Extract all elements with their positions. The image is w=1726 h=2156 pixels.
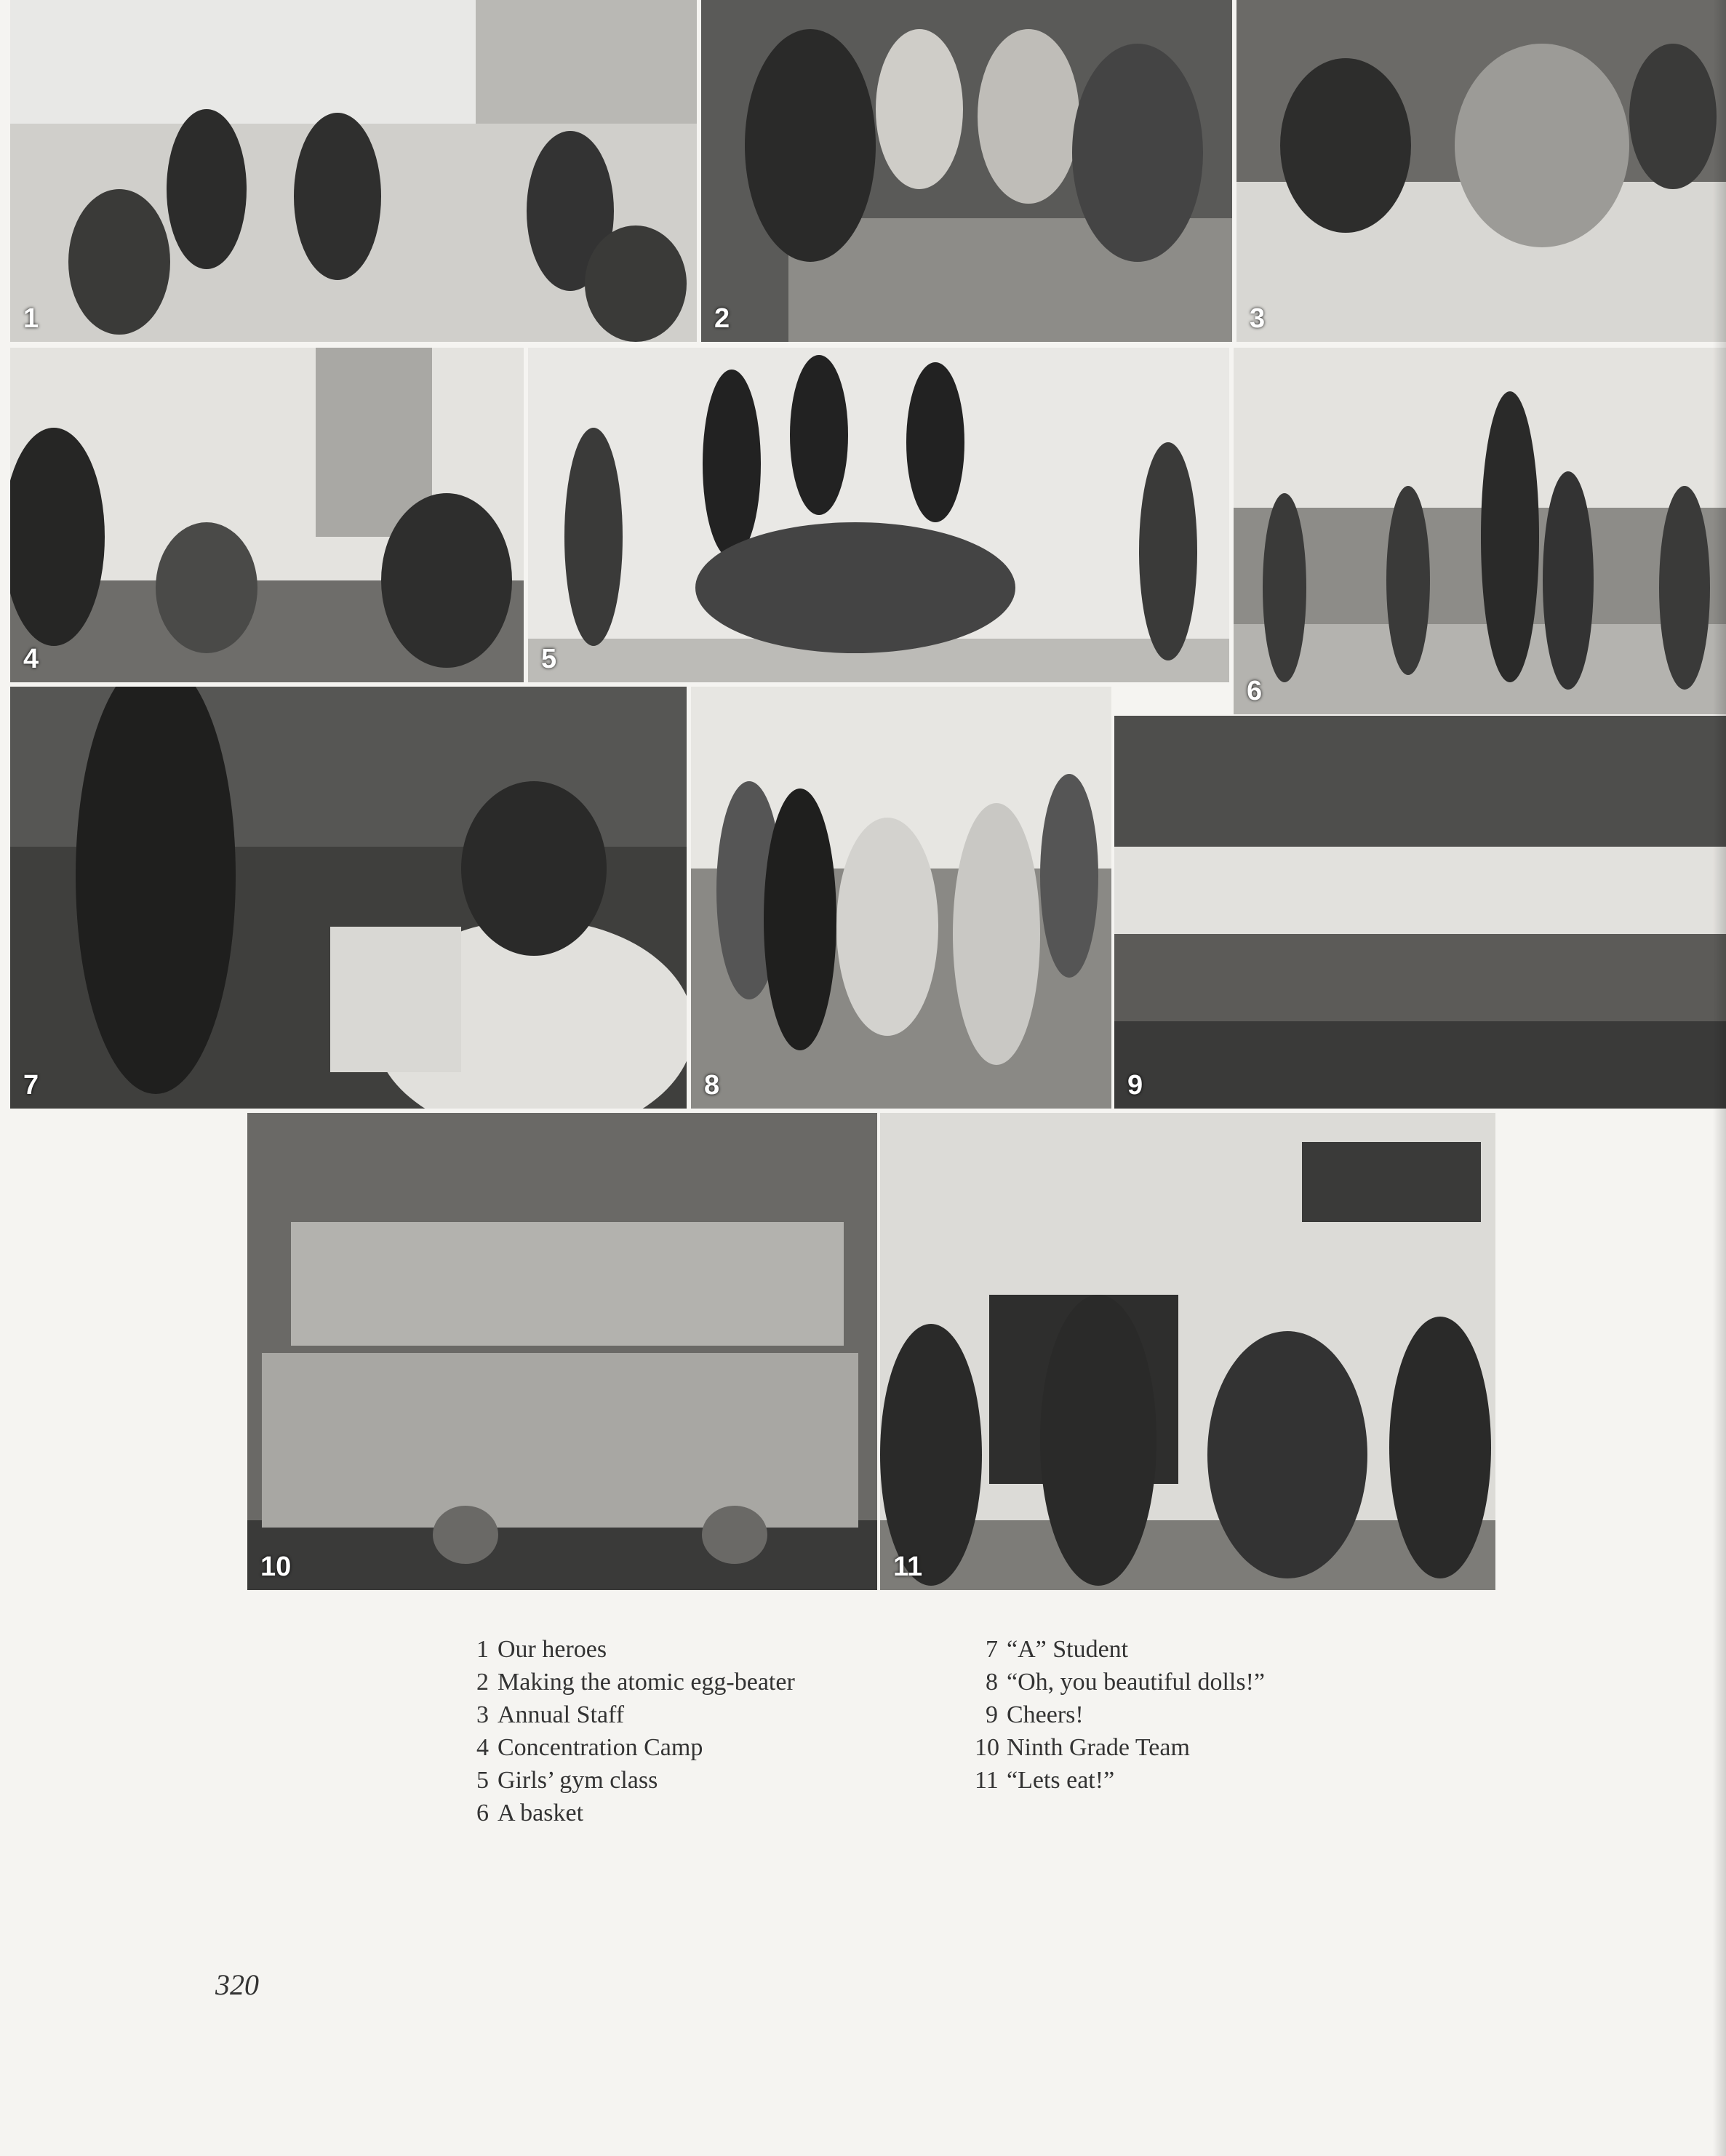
caption-number: 4: [476, 1734, 489, 1761]
photo-2-image: [701, 0, 1232, 342]
photo-6: [1234, 348, 1726, 714]
captions-left: [466, 1633, 795, 1829]
caption-11: [975, 1764, 1265, 1797]
caption-number: 2: [476, 1669, 489, 1696]
photo-8-number: 8: [704, 1070, 720, 1101]
photo-4: [10, 348, 524, 682]
caption-number: 10: [975, 1734, 999, 1761]
caption-10: [975, 1731, 1265, 1764]
caption-5: [466, 1764, 795, 1797]
caption-number: 8: [986, 1669, 998, 1696]
photo-7-image: [10, 687, 687, 1109]
caption-text: Concentration Camp: [498, 1734, 703, 1761]
photo-9-number: 9: [1127, 1070, 1143, 1101]
page-number: 320: [215, 1968, 259, 2001]
photo-11-number: 11: [893, 1552, 923, 1582]
photo-6-number: 6: [1247, 676, 1263, 706]
caption-number: 11: [975, 1767, 999, 1794]
photo-8-image: [691, 687, 1111, 1109]
photo-5-image: [528, 348, 1229, 682]
photo-7: [10, 687, 687, 1109]
photo-8: [691, 687, 1111, 1109]
caption-number: 5: [476, 1767, 489, 1794]
caption-text: Girls’ gym class: [498, 1767, 658, 1794]
photo-2: [701, 0, 1232, 342]
caption-number: 9: [986, 1701, 998, 1728]
caption-text: A basket: [498, 1800, 584, 1826]
photo-10-image: [247, 1113, 877, 1590]
photo-1-number: 1: [23, 303, 39, 334]
photo-4-image: [10, 348, 524, 682]
caption-text: “A” Student: [1007, 1636, 1129, 1663]
photo-10: [247, 1113, 877, 1590]
photo-11-image: [880, 1113, 1495, 1590]
caption-2: [466, 1666, 795, 1698]
photo-6-image: [1234, 348, 1726, 714]
caption-7: [975, 1633, 1265, 1666]
caption-text: Ninth Grade Team: [1007, 1734, 1190, 1761]
photo-3-image: [1236, 0, 1726, 342]
photo-5-number: 5: [541, 644, 557, 674]
page-edge-shadow: [1713, 0, 1726, 2156]
captions-right: [975, 1633, 1265, 1797]
caption-text: Our heroes: [498, 1636, 607, 1663]
photo-10-number: 10: [260, 1552, 292, 1582]
caption-6: [466, 1797, 795, 1829]
caption-text: Annual Staff: [498, 1701, 625, 1728]
photo-7-number: 7: [23, 1070, 39, 1101]
caption-number: 3: [476, 1701, 489, 1728]
caption-number: 6: [476, 1800, 489, 1826]
caption-1: [466, 1633, 795, 1666]
photo-3: [1236, 0, 1726, 342]
photo-2-number: 2: [714, 303, 730, 334]
caption-text: “Oh, you beautiful dolls!”: [1007, 1669, 1266, 1696]
caption-text: Making the atomic egg-beater: [498, 1669, 795, 1696]
caption-3: [466, 1698, 795, 1731]
photo-1: [10, 0, 697, 342]
photo-5: [528, 348, 1229, 682]
photo-9: [1114, 716, 1726, 1109]
caption-text: “Lets eat!”: [1007, 1767, 1115, 1794]
photo-11: [880, 1113, 1495, 1590]
photo-4-number: 4: [23, 644, 39, 674]
photo-3-number: 3: [1250, 303, 1266, 334]
caption-9: [975, 1698, 1265, 1731]
caption-4: [466, 1731, 795, 1764]
photo-9-image: [1114, 716, 1726, 1109]
caption-number: 1: [476, 1636, 489, 1663]
caption-8: [975, 1666, 1265, 1698]
caption-text: Cheers!: [1007, 1701, 1084, 1728]
photo-1-image: [10, 0, 697, 342]
caption-number: 7: [986, 1636, 998, 1663]
